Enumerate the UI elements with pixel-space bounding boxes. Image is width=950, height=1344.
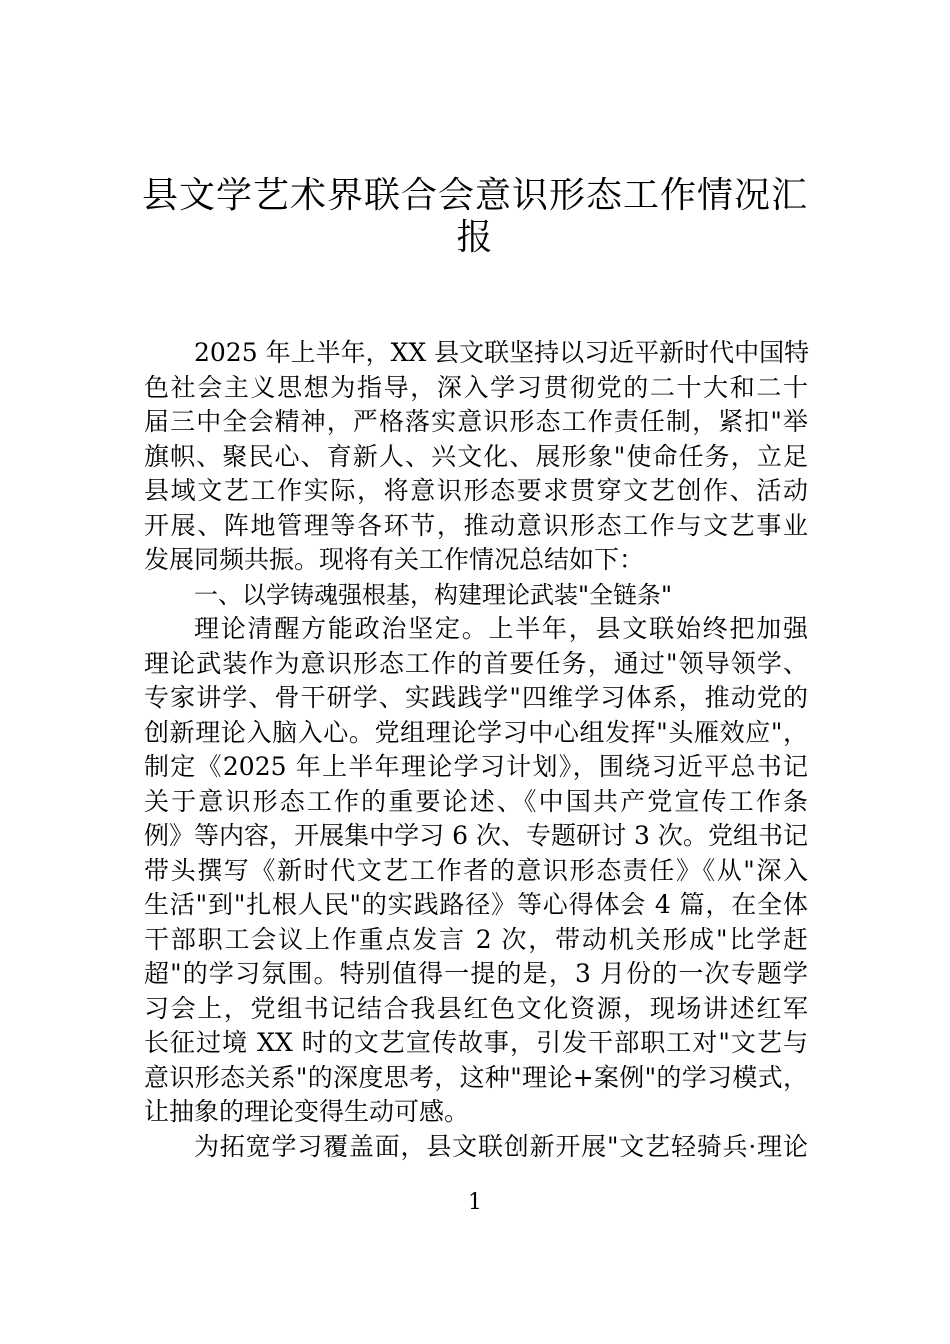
paragraph-line: 关于意识形态工作的重要论述、《中国共产党宣传工作条 <box>144 786 808 816</box>
paragraph-line: 习会上，党组书记结合我县红色文化资源，现场讲述红军 <box>144 993 808 1023</box>
paragraph-line: 届三中全会精神，严格落实意识形态工作责任制，紧扣"举 <box>144 407 808 436</box>
document-title-line-1: 县文学艺术界联合会意识形态工作情况汇 <box>141 175 808 216</box>
paragraph-line: 生活"到"扎根人民"的实践路径》等心得体会 4 篇，在全体 <box>144 890 808 919</box>
paragraph-line: 理论清醒方能政治坚定。上半年，县文联始终把加强 <box>194 614 808 643</box>
paragraph-line: 理论武装作为意识形态工作的首要任务，通过"领导领学、 <box>144 648 808 678</box>
paragraph-coverage <box>144 1130 808 1165</box>
section-heading-1: 一、以学铸魂强根基，构建理论武装"全链条" <box>194 580 673 609</box>
paragraph-line: 县域文艺工作实际，将意识形态要求贯穿文艺创作、活动 <box>144 476 808 505</box>
paragraph-line: 专家讲学、骨干研学、实践践学"四维学习体系，推动党的 <box>144 683 808 712</box>
paragraph-line: 让抽象的理论变得生动可感。 <box>144 1097 470 1126</box>
paragraph-line: 超"的学习氛围。特别值得一提的是，3 月份的一次专题学 <box>144 959 808 988</box>
page-number: 1 <box>468 1190 482 1215</box>
paragraph-line: 例》等内容，开展集中学习 6 次、专题研讨 3 次。党组书记 <box>144 821 808 850</box>
paragraph-line: 2025 年上半年，XX 县文联坚持以习近平新时代中国特 <box>194 338 810 367</box>
document-title-line-2: 报 <box>456 217 494 258</box>
paragraph-line: 色社会主义思想为指导，深入学习贯彻党的二十大和二十 <box>144 372 808 402</box>
paragraph-intro <box>144 336 808 578</box>
paragraph-line: 旗帜、聚民心、育新人、兴文化、展形象"使命任务，立足 <box>144 441 808 471</box>
paragraph-line: 长征过境 XX 时的文艺宣传故事，引发干部职工对"文艺与 <box>144 1028 808 1057</box>
paragraph-line: 为拓宽学习覆盖面，县文联创新开展"文艺轻骑兵·理论 <box>194 1131 808 1161</box>
paragraph-line: 发展同频共振。现将有关工作情况总结如下： <box>144 545 645 574</box>
paragraph-line: 干部职工会议上作重点发言 2 次，带动机关形成"比学赶 <box>144 924 808 954</box>
document-body <box>144 336 808 1164</box>
paragraph-line: 意识形态关系"的深度思考，这种"理论+案例"的学习模式， <box>144 1062 808 1092</box>
paragraph-line: 带头撰写《新时代文艺工作者的意识形态责任》《从"深入 <box>144 855 808 885</box>
paragraph-theory <box>144 612 808 1130</box>
paragraph-line: 开展、阵地管理等各环节，推动意识形态工作与文艺事业 <box>144 510 808 540</box>
paragraph-line: 制定《2025 年上半年理论学习计划》，围绕习近平总书记 <box>144 752 808 781</box>
paragraph-line: 创新理论入脑入心。党组理论学习中心组发挥"头雁效应"， <box>144 717 808 747</box>
